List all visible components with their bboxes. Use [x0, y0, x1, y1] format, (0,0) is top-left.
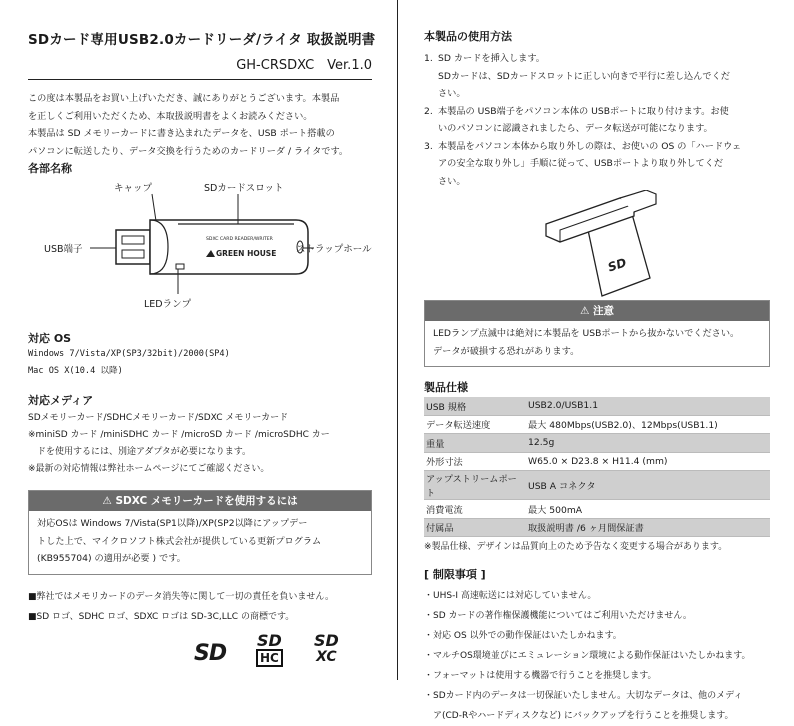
spec-key: 消費電流 — [424, 500, 526, 519]
step-line: 本製品をパソコン本体から取り外しの際は、お使いの OS の「ハードウェ — [438, 140, 742, 152]
sdxc-notice-header — [29, 491, 371, 511]
step-line: SDカードは、SDカードスロットに正しい向きで平行に差し込んでくだ — [438, 70, 730, 82]
cap-leader — [152, 194, 156, 221]
usb-callout: USB端子 — [44, 244, 83, 255]
caution-body — [425, 321, 769, 366]
warning-icon: ⚠ — [102, 495, 112, 507]
caution-header — [425, 301, 769, 321]
spec-value: USB2.0/USB1.1 — [526, 397, 770, 415]
usage-step — [424, 103, 770, 138]
table-row — [424, 471, 770, 500]
intro-line: パソコンに転送したり、データ交換を行うためのカードリーダ / ライタです。 — [28, 145, 349, 157]
sdxc-notice-body — [29, 511, 371, 574]
limit-item: ・UHS-I 高速転送には対応していません。 — [424, 591, 597, 601]
intro-line: を正しくご利用いただくため、本取扱説明書をよくお読みください。 — [28, 110, 313, 122]
strap-callout: ストラップホール — [296, 244, 372, 255]
insertion-illustration — [424, 190, 770, 300]
usb-plug — [116, 230, 150, 264]
right-column — [424, 28, 770, 726]
spec-value: 最大 500mA — [526, 500, 770, 519]
parts-diagram — [28, 178, 372, 320]
media-line: ※miniSD カード /miniSDHC カード /microSD カード /microSDHC カー — [28, 430, 330, 440]
usage-step — [424, 138, 770, 191]
limit-item: ・対応 OS 以外での動作保証はいたしかねます。 — [424, 631, 622, 641]
step-line: いのパソコンに認識されましたら、データ転送が可能になります。 — [438, 123, 713, 134]
os-line: Windows 7/Vista/XP(SP3/32bit)/2000(SP4) — [28, 349, 230, 359]
spec-value: W65.0 × D23.8 × H11.4 (mm) — [526, 452, 770, 471]
limit-item: ・SDカード内のデータは一切保証いたしません。大切なデータは、他のメディ — [424, 691, 743, 701]
warning-icon: ⚠ — [579, 305, 590, 317]
limits-heading: [ 制限事項 ] — [424, 568, 486, 581]
step-line: さい。 — [438, 175, 466, 187]
brand-logo: GREEN HOUSE — [216, 249, 277, 258]
led-callout: LEDランプ — [144, 299, 192, 310]
slot-callout: SDカードスロット — [204, 183, 284, 194]
spec-key: データ転送速度 — [424, 415, 526, 434]
media-line: ドを使用するには、別途アダプタが必要になります。 — [28, 447, 252, 457]
spec-key: 重量 — [424, 434, 526, 453]
usage-step — [424, 50, 770, 103]
limit-item: ・マルチOS環境並びにエミュレーション環境による動作保証はいたしかねます。 — [424, 651, 751, 661]
limit-item: ア(CD-Rやハードディスクなど) にバックアップを行うことを推奨します。 — [424, 711, 734, 721]
sdxc-logo-bottom: XC — [316, 648, 337, 665]
step-number: 3. — [424, 140, 433, 152]
left-column — [28, 28, 376, 673]
usage-steps — [424, 50, 770, 190]
media-heading: 対応メディア — [28, 394, 94, 407]
caution-box — [424, 300, 770, 367]
spec-key: USB 規格 — [424, 397, 526, 415]
sdxc-logo — [314, 630, 339, 665]
os-list — [28, 346, 372, 380]
model-version: GH-CRSDXC Ver.1.0 — [28, 54, 372, 80]
cap-callout: キャップ — [114, 183, 153, 194]
step-line: アの安全な取り外し」手順に従って、USBポートより取り外してくだ — [438, 158, 724, 169]
table-row — [424, 518, 770, 537]
intro-line: 本製品は SD メモリーカードに書き込まれたデータを、USB ポート搭載の — [28, 128, 335, 139]
step-line: 本製品の USB端子をパソコン本体の USBポートに取り付けます。お使 — [438, 105, 729, 117]
footer-notes — [28, 587, 372, 627]
spec-key: 外形寸法 — [424, 452, 526, 471]
limit-item: ・フォーマットは使用する機器で行うことを推奨します。 — [424, 671, 657, 681]
step-text — [438, 50, 770, 103]
footer-line: ■SD ロゴ、SDHC ロゴ、SDXC ロゴは SD-3C,LLC の商標です。 — [28, 611, 295, 622]
reader-body — [150, 220, 308, 274]
usage-heading: 本製品の使用方法 — [424, 30, 512, 43]
table-row — [424, 452, 770, 471]
column-divider — [397, 0, 398, 680]
sdxc-notice-line: トした上で、マイクロソフト株式会社が提供している更新プログラム — [37, 535, 322, 547]
sdxc-notice-box — [28, 490, 372, 575]
os-line: Mac OS X(10.4 以降) — [28, 366, 123, 376]
spec-table — [424, 397, 770, 537]
step-number: 2. — [424, 105, 433, 117]
spec-key: 付属品 — [424, 518, 526, 537]
footer-line: ■弊社ではメモリカードのデータ消失等に関して一切の責任を負いません。 — [28, 591, 334, 602]
spec-value: USB A コネクタ — [526, 471, 770, 500]
device-label: SDXC CARD READER/WRITER — [206, 237, 273, 242]
intro-text — [28, 90, 372, 160]
spec-heading: 製品仕様 — [424, 381, 468, 394]
sdhc-logo-top: SD — [257, 630, 282, 650]
sdxc-notice-line: 対応OSは Windows 7/Vista(SP1以降)/XP(SP2以降にアップデー — [37, 518, 308, 529]
sd-logo: SD — [194, 640, 227, 666]
step-number: 1. — [424, 53, 433, 64]
sd-card-label: SD — [606, 255, 629, 275]
sd-logos — [28, 630, 372, 673]
sdhc-logo-bottom: HC — [256, 649, 283, 667]
reader-with-card-icon — [424, 190, 770, 300]
sdxc-notice-title: SDXC メモリーカードを使用するには — [115, 495, 298, 507]
table-row — [424, 397, 770, 415]
document-title: SDカード専用USB2.0カードリーダ/ライタ 取扱説明書 — [28, 32, 376, 48]
step-line: さい。 — [438, 88, 466, 99]
caution-line: データが破損する恐れがあります。 — [433, 345, 580, 357]
sdxc-notice-line: (KB955704) の適用が必要 ) です。 — [37, 553, 186, 564]
table-row — [424, 434, 770, 453]
caution-line: LEDランプ点滅中は絶対に本製品を USBポートから抜かないでください。 — [433, 328, 740, 339]
intro-line: この度は本製品をお買い上げいただき、誠にありがとうございます。本製品 — [28, 93, 340, 104]
step-line: SD カードを挿入します。 — [438, 53, 545, 64]
usb-contact — [122, 250, 144, 258]
media-line: SDメモリーカード/SDHCメモリーカード/SDXC メモリーカード — [28, 413, 289, 423]
usb-contact — [122, 236, 144, 244]
spec-key: アップストリームポート — [424, 471, 526, 500]
media-list — [28, 410, 372, 478]
spec-value: 最大 480Mbps(USB2.0)、12Mbps(USB1.1) — [526, 415, 770, 434]
spec-value: 取扱説明書 /6 ヶ月間保証書 — [526, 518, 770, 537]
os-heading: 対応 OS — [28, 332, 72, 345]
spec-note: ※製品仕様、デザインは品質向上のため予告なく変更する場合があります。 — [424, 542, 728, 552]
limit-item: ・SD カードの著作権保護機能についてはご利用いただけません。 — [424, 611, 692, 621]
sdhc-logo — [256, 630, 283, 667]
sdxc-logo-top: SD — [314, 630, 339, 650]
media-line: ※最新の対応情報は弊社ホームページにてご確認ください。 — [28, 464, 270, 474]
led-window — [176, 264, 184, 269]
step-text — [438, 103, 770, 138]
table-row — [424, 415, 770, 434]
step-text — [438, 138, 770, 191]
parts-heading: 各部名称 — [28, 162, 72, 175]
caution-title: 注意 — [593, 305, 615, 317]
table-row — [424, 500, 770, 519]
limits-list — [424, 586, 770, 726]
spec-value: 12.5g — [526, 434, 770, 453]
